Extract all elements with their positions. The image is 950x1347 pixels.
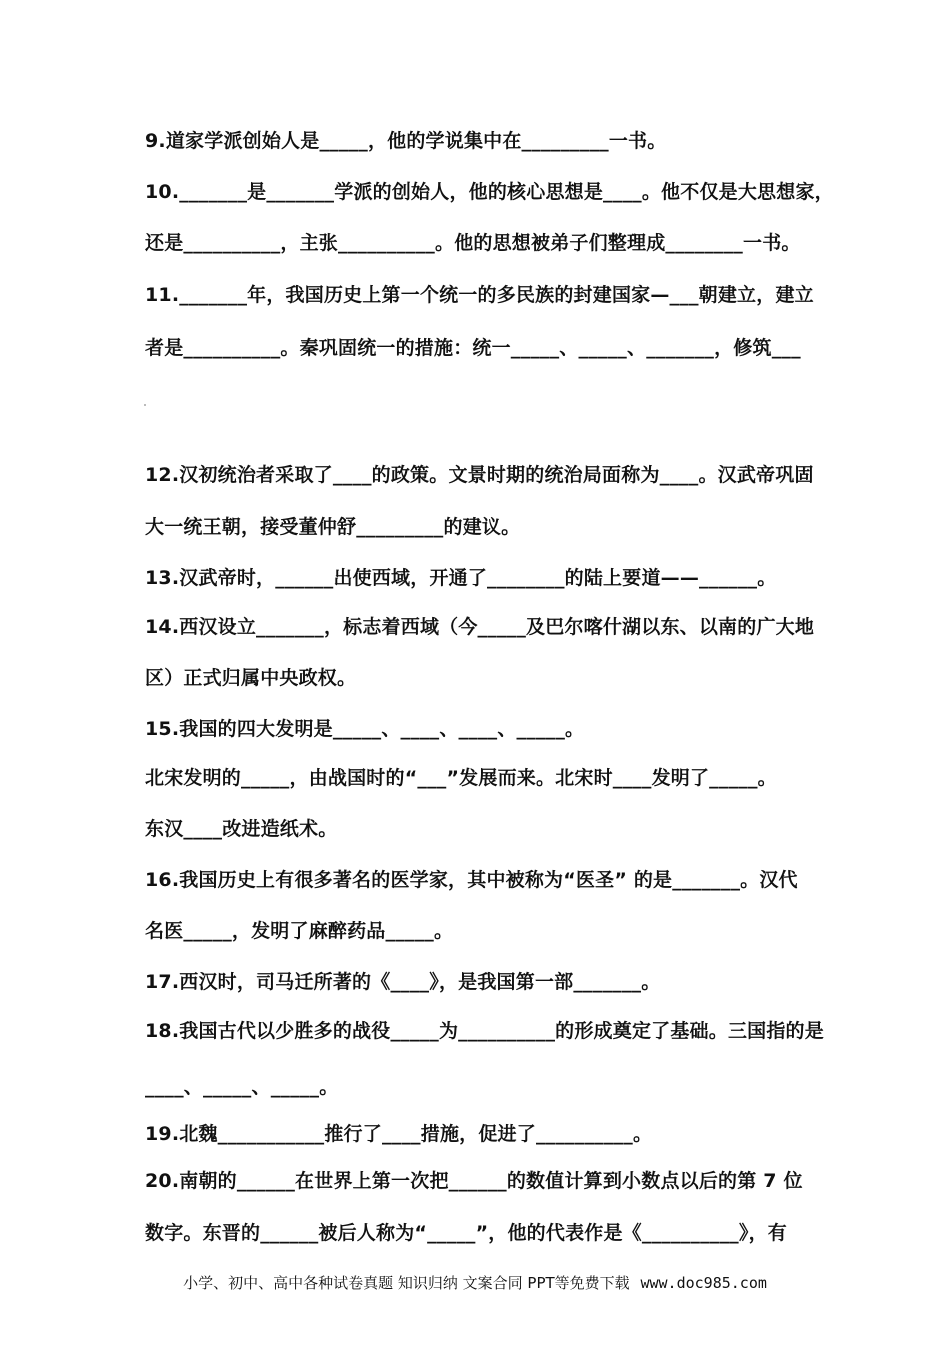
question-15-line-1: 15.我国的四大发明是_____、____、____、_____。 <box>145 718 585 740</box>
question-17-line-1: 17.西汉时，司马迁所著的《____》，是我国第一部_______。 <box>145 971 661 993</box>
question-18-line-1: 18.我国古代以少胜多的战役_____为__________的形成奠定了基础。三国指的是 <box>145 1020 824 1042</box>
question-20-line-2: 数字。东晋的______被后人称为“_____”，他的代表作是《__________》，有 <box>145 1222 787 1244</box>
question-14-line-1: 14.西汉设立_______，标志着西域（今_____及巴尔喀什湖以东、以南的广大地 <box>145 616 815 638</box>
question-9-line-1: 9.道家学派创始人是_____，他的学说集中在_________一书。 <box>145 130 667 152</box>
question-11-line-2: 者是__________。秦巩固统一的措施：统一_____、_____、_______，修筑___ <box>145 337 801 359</box>
question-10-line-2: 还是__________，主张__________。他的思想被弟子们整理成________一书。 <box>145 232 801 254</box>
question-16-line-2: 名医_____，发明了麻醉药品_____。 <box>145 920 454 942</box>
question-19-line-1: 19.北魏___________推行了____措施，促进了__________。 <box>145 1123 653 1145</box>
question-15-line-2: 北宋发明的_____，由战国时的“___”发展而来。北宋时____发明了_____。 <box>145 767 777 789</box>
question-11-line-1: 11._______年，我国历史上第一个统一的多民族的封建国家—___朝建立，建立 <box>145 284 814 306</box>
page-footer <box>0 1272 950 1293</box>
question-15-line-3: 东汉____改进造纸术。 <box>145 818 338 840</box>
stray-mark <box>144 404 146 406</box>
question-13-line-1: 13.汉武帝时，______出使西域，开通了________的陆上要道——______。 <box>145 567 777 589</box>
question-18-line-2: ____、_____、_____。 <box>145 1076 339 1098</box>
question-14-line-2: 区）正式归属中央政权。 <box>145 667 357 689</box>
footer-text: 小学、初中、高中各种试卷真题 知识归纳 文案合同 PPT等免费下载 <box>183 1274 630 1292</box>
question-20-line-1: 20.南朝的______在世界上第一次把______的数值计算到小数点以后的第 7 位 <box>145 1170 803 1192</box>
question-10-line-1: 10._______是_______学派的创始人，他的核心思想是____。他不仅是大思想家， <box>145 181 834 203</box>
question-12-line-1: 12.汉初统治者采取了____的政策。文景时期的统治局面称为____。汉武帝巩固 <box>145 464 814 486</box>
question-12-line-2: 大一统王朝，接受董仲舒_________的建议。 <box>145 516 521 538</box>
footer-url[interactable]: www.doc985.com <box>640 1274 767 1292</box>
question-16-line-1: 16.我国历史上有很多著名的医学家，其中被称为“医圣” 的是_______。汉代 <box>145 869 798 891</box>
